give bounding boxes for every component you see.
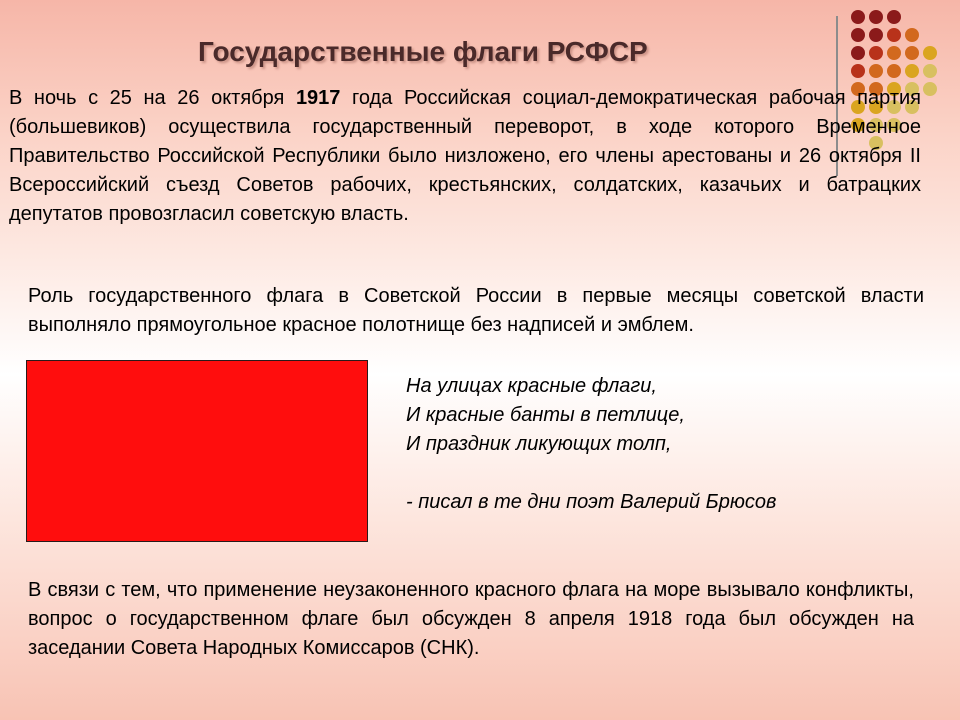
decorative-dot: [851, 46, 865, 60]
decorative-dot: [869, 10, 883, 24]
decorative-dot: [905, 46, 919, 60]
poem-line: На улицах красные флаги,: [406, 375, 657, 397]
paragraph-text: года Российская социал-демократическая рабочая партия (большевиков) осуществила государственный переворот, в ходе которого Временное Правительство Российской Республики было низложено, его члены арестованы и 26 октября II Всероссийский съезд Советов рабочих, крестьянских, солдатских, казачьих и батрацких депутатов провозгласил советскую власть.: [9, 87, 921, 225]
poem-line: И красные банты в петлице,: [406, 404, 685, 426]
decorative-dot: [851, 10, 865, 24]
decorative-dot: [905, 64, 919, 78]
slide-title: Государственные флаги РСФСР: [198, 36, 648, 67]
paragraph-revolution: [9, 84, 921, 229]
poem-quote: [406, 372, 776, 517]
poem-attribution: - писал в те дни поэт Валерий Брюсов: [406, 491, 777, 513]
decorative-dot: [887, 28, 901, 42]
decorative-dot: [887, 46, 901, 60]
decorative-dot: [851, 28, 865, 42]
decorative-dot: [923, 46, 937, 60]
paragraph-flag-role: Роль государственного флага в Советской России в первые месяцы советской власти выполняло прямоугольное красное полотнище без надписей и эмблем.: [28, 285, 924, 336]
decorative-dot: [869, 46, 883, 60]
decorative-dot: [869, 28, 883, 42]
decorative-dot: [869, 64, 883, 78]
decorative-dot: [887, 64, 901, 78]
paragraph-sea-conflicts: В связи с тем, что применение неузаконенного красного флага на море вызывало конфликты, вопрос о государственном флаге был обсужден 8 апреля 1918 года был обсужден на заседании Совета Народных Комиссаров (СНК).: [28, 579, 914, 659]
paragraph-text: В ночь с 25 на 26 октября: [9, 87, 296, 109]
decorative-dot: [923, 64, 937, 78]
decorative-dot: [851, 64, 865, 78]
red-flag-image: [26, 360, 368, 542]
decorative-dot: [887, 10, 901, 24]
decorative-dot: [923, 82, 937, 96]
decorative-dot: [905, 28, 919, 42]
poem-line: И праздник ликующих толп,: [406, 433, 672, 455]
year-highlight: 1917: [295, 87, 341, 109]
